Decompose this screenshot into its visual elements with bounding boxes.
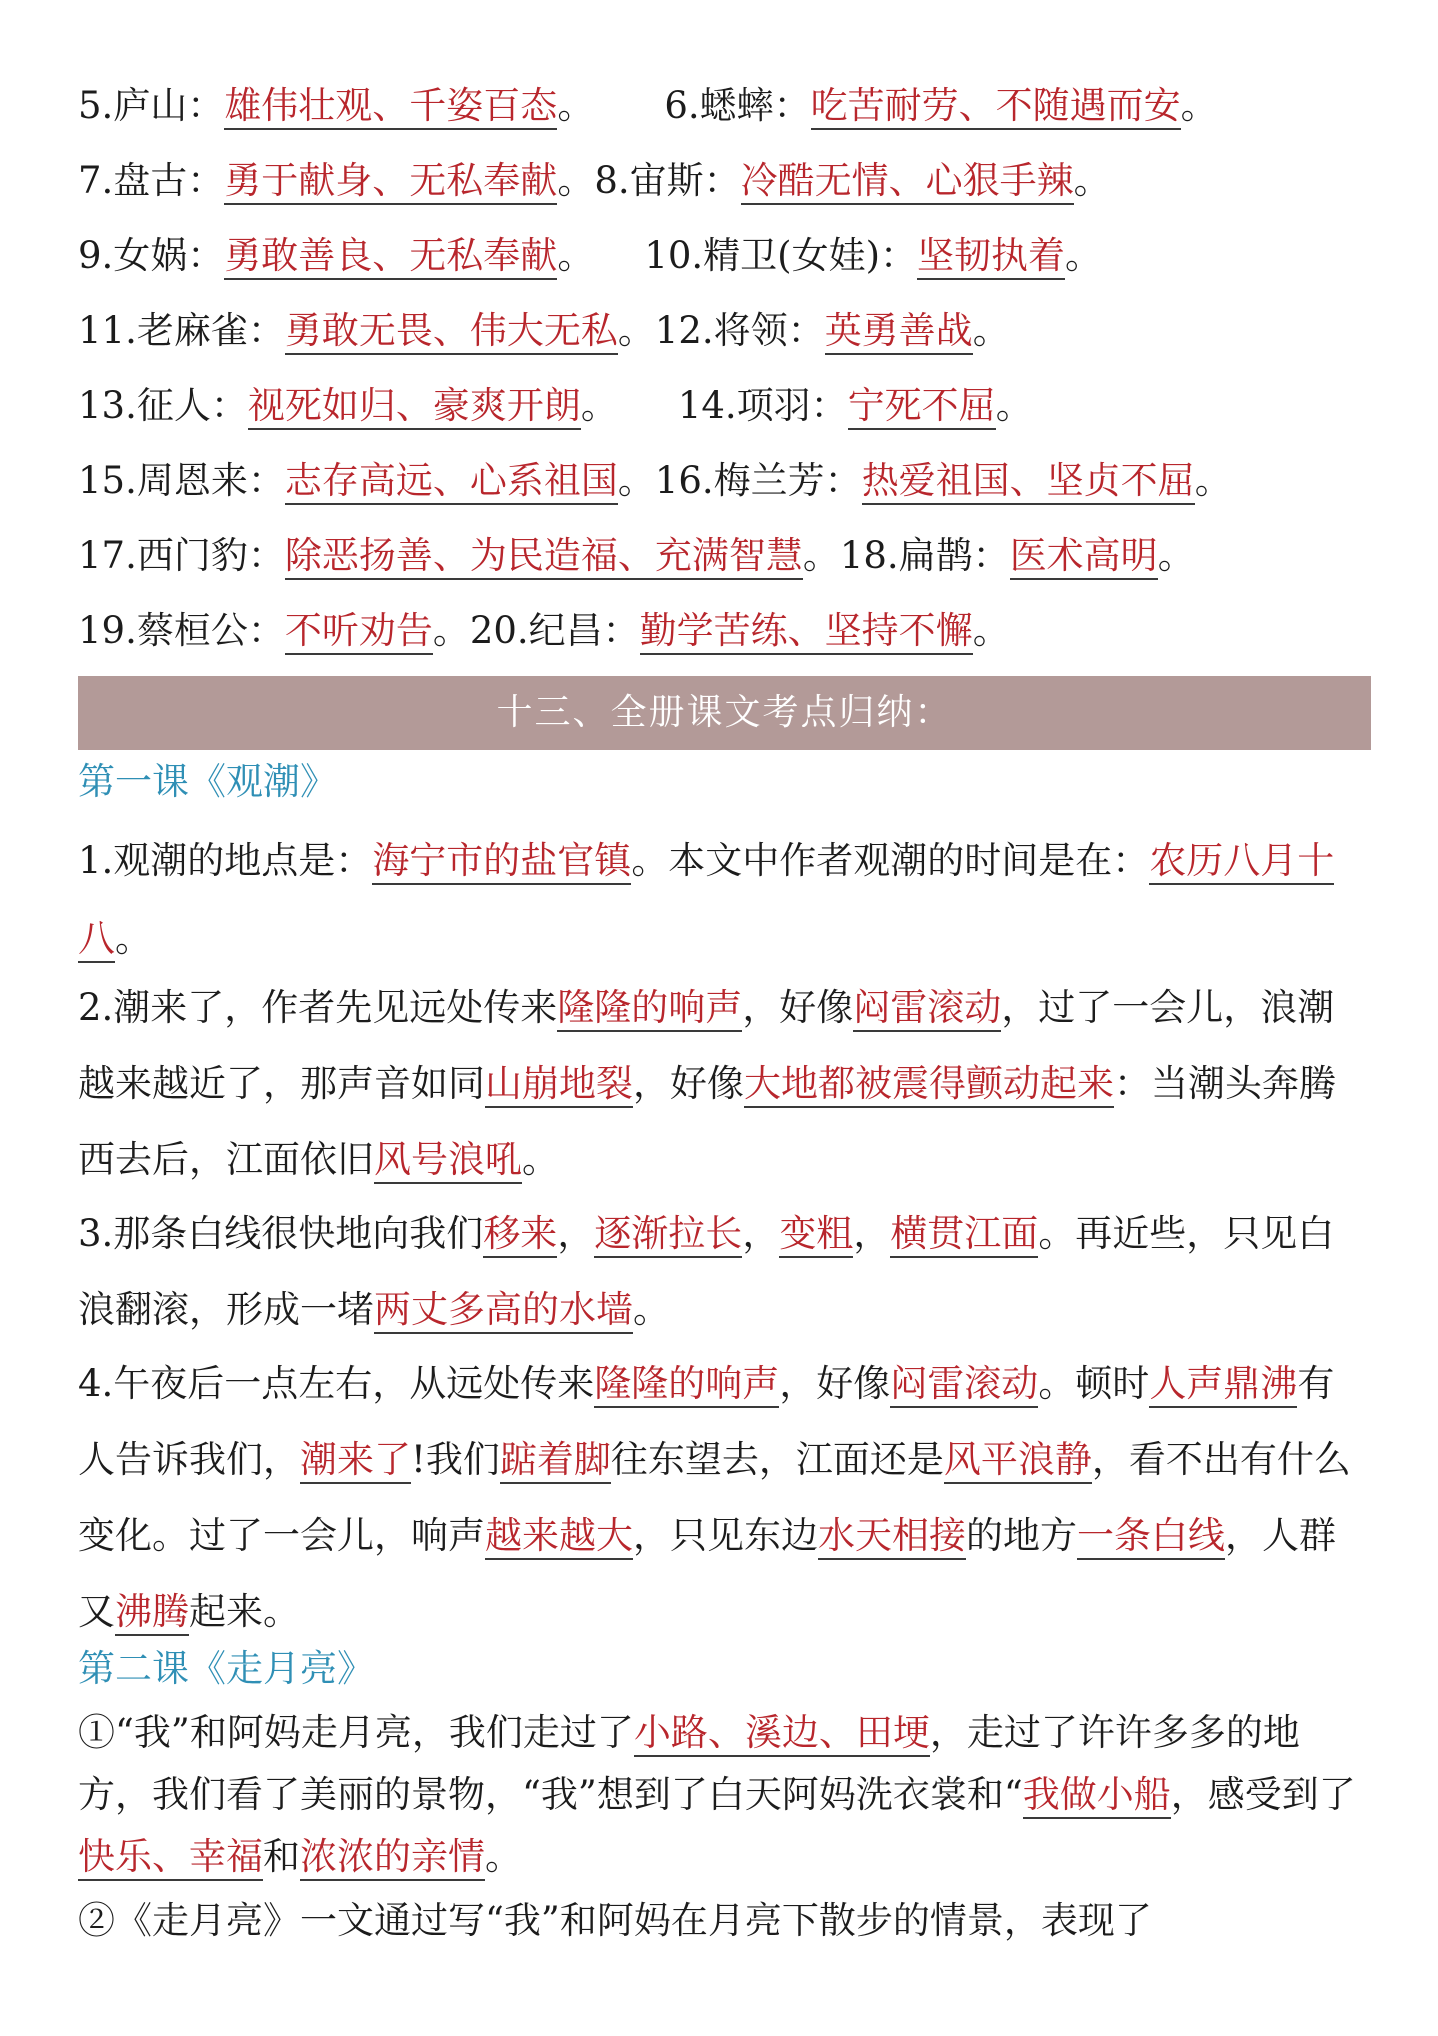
trait-label: 14.项羽：: [677, 384, 848, 427]
trait-label: 6.蟋蟀：: [664, 84, 811, 127]
trait-label: 12.将领：: [654, 309, 825, 352]
trait-label: 5.庐山：: [78, 84, 225, 127]
paragraph: 4.午夜后一点左右，从远处传来隆隆的响声，好像闷雷滚动。顿时人声鼎沸有人告诉我们，潮来了!我们踮着脚往东望去，江面还是风平浪静，看不出有什么变化。过了一会儿，响声越来越大，只见东边水天相接的地方一条白线，人群又沸腾起来。: [78, 1346, 1371, 1650]
trait-row: 17.西门豹：除恶扬善、为民造福、充满智慧。18.扁鹊：医术高明。: [78, 532, 1368, 580]
trait-answer: 勤学苦练、坚持不懈: [640, 609, 973, 655]
trait-row: 15.周恩来：志存高远、心系祖国。16.梅兰芳：热爱祖国、坚贞不屈。: [78, 457, 1368, 505]
trait-answer: 冷酷无情、心狠手辣: [741, 159, 1074, 205]
paragraph: 3.那条白线很快地向我们移来，逐渐拉长，变粗，横贯江面。再近些，只见白浪翻滚，形成一堵两丈多高的水墙。: [78, 1196, 1371, 1348]
trait-answer: 雄伟壮观、千姿百态: [224, 84, 557, 130]
trait-label: 16.梅兰芳：: [654, 459, 862, 502]
trait-label: 19.蔡桓公：: [78, 609, 285, 652]
trait-answer: 视死如归、豪爽开朗: [248, 384, 581, 430]
section-banner: 十三、全册课文考点归纳：: [78, 676, 1371, 750]
trait-label: 11.老麻雀：: [78, 309, 285, 352]
paragraph: ②《走月亮》一文通过写“我”和阿妈在月亮下散步的情景，表现了: [78, 1899, 1152, 1942]
paragraph: 2.潮来了，作者先见远处传来隆隆的响声，好像闷雷滚动，过了一会儿，浪潮越来越近了，那声音如同山崩地裂，好像大地都被震得颤动起来：当潮头奔腾西去后，江面依旧风号浪吼。: [78, 970, 1371, 1198]
lesson-title: 第一课《观潮》: [78, 760, 337, 803]
trait-label: 15.周恩来：: [78, 459, 285, 502]
lesson-title: 第二课《走月亮》: [78, 1647, 374, 1690]
trait-label: 18.扁鹊：: [839, 534, 1010, 577]
trait-answer: 勇于献身、无私奉献: [224, 159, 557, 205]
trait-row: 9.女娲：勇敢善良、无私奉献。 10.精卫(女娃)：坚韧执着。: [78, 232, 1368, 280]
trait-answer: 勇敢无畏、伟大无私: [285, 309, 618, 355]
trait-answer: 不听劝告: [285, 609, 433, 655]
paragraph: ①“我”和阿妈走月亮，我们走过了小路、溪边、田埂，走过了许许多多的地方，我们看了美丽的景物，“我”想到了白天阿妈洗衣裳和“我做小船，感受到了快乐、幸福和浓浓的亲情。: [78, 1702, 1371, 1888]
trait-label: 9.女娲：: [78, 234, 225, 277]
trait-label: 20.纪昌：: [469, 609, 640, 652]
trait-row: 5.庐山：雄伟壮观、千姿百态。 6.蟋蟀：吃苦耐劳、不随遇而安。: [78, 82, 1368, 130]
trait-answer: 热爱祖国、坚贞不屈: [862, 459, 1195, 505]
paragraph: 1.观潮的地点是：海宁市的盐官镇。本文中作者观潮的时间是在：农历八月十八。: [78, 822, 1371, 978]
trait-row: 11.老麻雀：勇敢无畏、伟大无私。12.将领：英勇善战。: [78, 307, 1368, 355]
trait-answer: 坚韧执着: [917, 234, 1065, 280]
trait-label: 10.精卫(女娃)：: [644, 234, 918, 277]
trait-answer: 宁死不屈: [848, 384, 996, 430]
trait-row: 13.征人：视死如归、豪爽开朗。 14.项羽：宁死不屈。: [78, 382, 1368, 430]
trait-label: 17.西门豹：: [78, 534, 285, 577]
trait-label: 7.盘古：: [78, 159, 225, 202]
trait-answer: 英勇善战: [825, 309, 973, 355]
trait-answer: 医术高明: [1010, 534, 1158, 580]
trait-label: 8.宙斯：: [594, 159, 741, 202]
trait-answer: 吃苦耐劳、不随遇而安: [811, 84, 1181, 130]
trait-answer: 除恶扬善、为民造福、充满智慧: [285, 534, 803, 580]
trait-row: 7.盘古：勇于献身、无私奉献。8.宙斯：冷酷无情、心狠手辣。: [78, 157, 1368, 205]
trait-label: 13.征人：: [78, 384, 248, 427]
trait-row: 19.蔡桓公：不听劝告。20.纪昌：勤学苦练、坚持不懈。: [78, 607, 1368, 655]
trait-answer: 勇敢善良、无私奉献: [224, 234, 557, 280]
trait-answer: 志存高远、心系祖国: [285, 459, 618, 505]
